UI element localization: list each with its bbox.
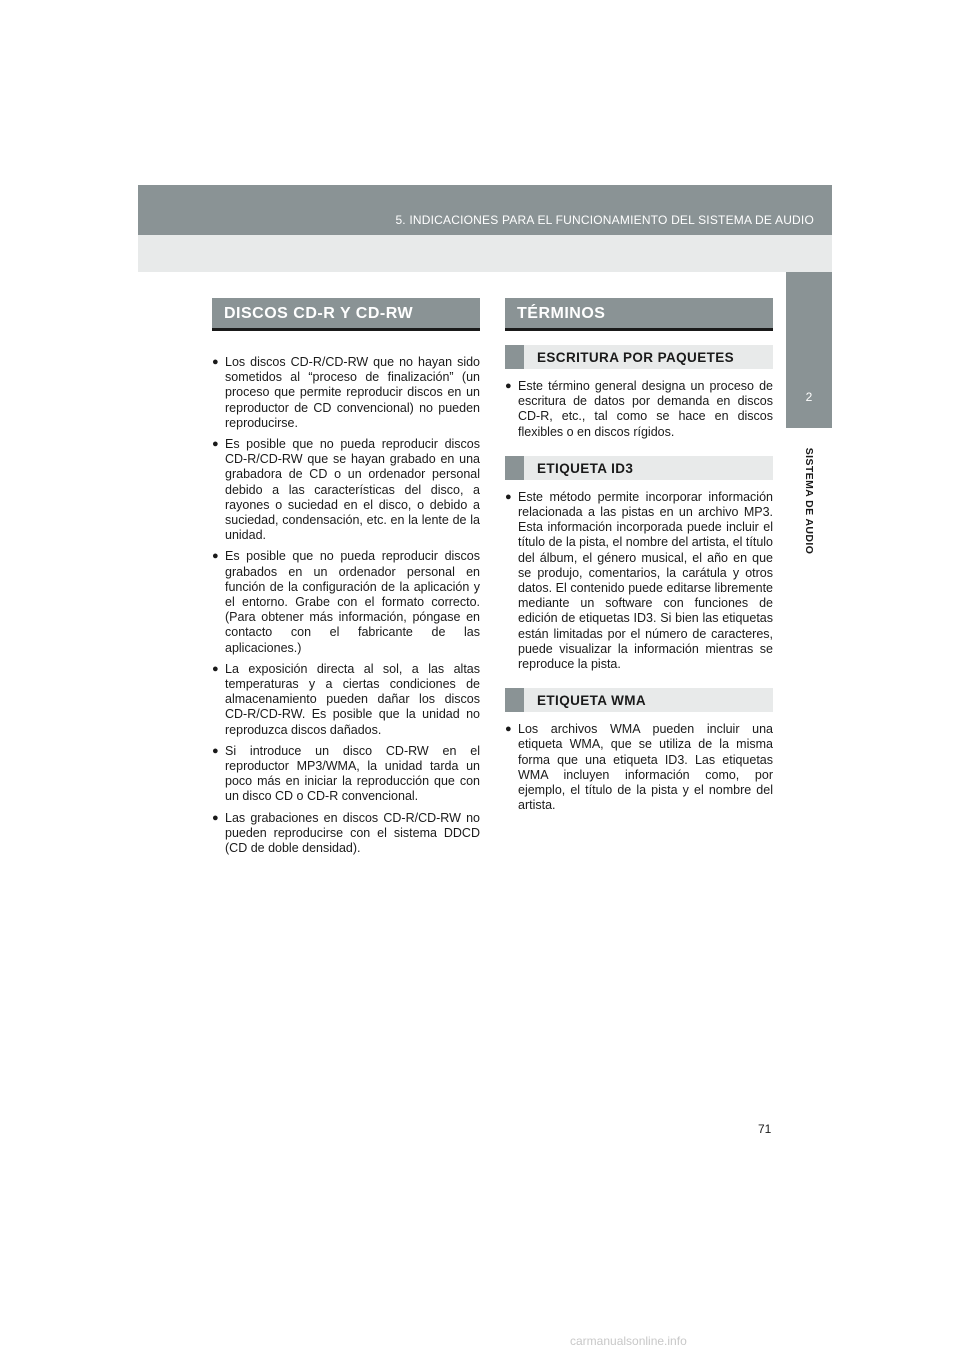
chapter-label [796,436,822,566]
bullet-list [505,490,773,672]
header-lower-band [138,235,832,272]
list-item: ● Las grabaciones en discos CD-R/CD-RW no pueden reproducirse con el sistema DDCD (CD de doble densidad). [212,811,480,857]
list-item: ● Es posible que no pueda reproducir discos grabados en un ordenador personal en función de la configuración de la aplicación y el entorno. Grabe con el formato correcto. (Para obtener más información, póngase en contacto con el fabricante de las aplicaciones.) [212,549,480,655]
header-title: 5. INDICACIONES PARA EL FUNCIONAMIENTO DEL SISTEMA DE AUDIO [395,213,814,227]
subsection-marker [505,345,524,369]
section-title: TÉRMINOS [517,305,606,322]
subsection-title: ETIQUETA WMA [537,693,647,709]
subsection-title: ETIQUETA ID3 [537,460,634,476]
list-item: ● Si introduce un disco CD-RW en el reproductor MP3/WMA, la unidad tarda un poco más en iniciar la reproducción que con un disco CD o CD-R convencional. [212,744,480,805]
subsection-title: ESCRITURA POR PAQUETES [537,350,735,365]
chapter-label-text: SISTEMA DE AUDIO [803,447,815,555]
subsection-marker [505,456,524,480]
list-item: ● Este método permite incorporar información relacionada a las pistas en un archivo MP3. Esta información incorporada puede incluir el título de la pista, el nombre del artista, el título del álbum, el género musical, el año en que se produjo, comentarios, la carátula y otros datos. El contenido puede editarse libremente mediante un software con funciones de edición de etiquetas ID3. Si bien las etiquetas están limitadas por el número de caracteres, puede visualizar la información mientras se reproduce la pista. [505,490,773,672]
list-item: ● Los archivos WMA pueden incluir una etiqueta WMA, que se utiliza de la misma forma que una etiqueta ID3. Las etiquetas WMA incluyen información como, por ejemplo, el título de la pista y el nombre del artista. [505,722,773,813]
chapter-tab [786,272,832,428]
subsection-header-id3 [505,456,773,480]
list-item: ● Es posible que no pueda reproducir discos CD-R/CD-RW que se hayan grabado en una grabadora de CD o un ordenador personal debido a las características del disco, a rayones o suciedad en el disco, o debido a suciedad, condensación, etc. en la lente de la unidad. [212,437,480,543]
section-header-terminos [505,298,773,331]
right-column [505,298,773,819]
bullet-list [505,379,773,440]
list-item: ● Los discos CD-R/CD-RW que no hayan sido sometidos al “proceso de finalización” (un proceso que permite reproducir discos en un reproductor de CD convencional) no pueden reproducirse. [212,355,480,431]
list-item: ● Este término general designa un proceso de escritura de datos por demanda en discos CD-R, etc., tal como se hace en discos flexibles o en discos rígidos. [505,379,773,440]
subsection-marker [505,688,524,712]
page-number: 71 [758,1122,772,1136]
section-title: DISCOS CD-R Y CD-RW [224,305,414,322]
chapter-number: 2 [805,390,813,404]
list-item: ● La exposición directa al sol, a las altas temperaturas y a ciertas condiciones de almacenamiento pueden dañar los discos CD-R/CD-RW. Es posible que la unidad no reproduzca discos dañados. [212,662,480,738]
bullet-list [505,722,773,813]
section-header-discos [212,298,480,331]
watermark: carmanualsonline.info [570,1334,687,1348]
left-column [212,298,480,862]
subsection-header-wma [505,688,773,712]
bullet-list [212,355,480,856]
page-header [138,185,832,235]
subsection-header-escritura [505,345,773,369]
